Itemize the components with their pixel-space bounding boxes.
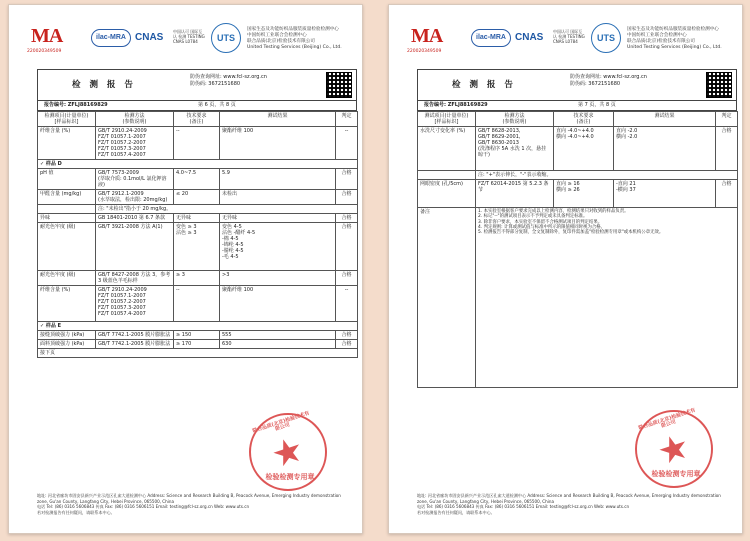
official-stamp: ★ 联合品质(北京)检验技术有限公司 检验检测专用章 [249,413,327,491]
table-header: 测试结果 [220,112,336,127]
sample-label: ✓ 样品 E [38,322,358,331]
report-title: 检 测 报 告 [72,80,136,90]
table-cell: -- [336,127,358,160]
table-cell: 备注 [418,208,476,388]
table-header: 技术要求 (备注) [554,112,614,127]
table-cell: 变色 ≥ 3 沾色 ≥ 3 [174,223,220,271]
table-cell: ≥ 170 [174,340,220,349]
report-header [417,69,737,101]
table-cell: 异味 [38,214,96,223]
qr-code [326,72,352,98]
table-cell: GB/T 2910.24-2009 FZ/T 01057.1-2007 FZ/T 01057.2-2007 FZ/T 01057.3-2007 FZ/T 01057.4-2007 [96,286,174,322]
table-cell: GB/T 7742.1-2005 膜片膨胀法 [96,340,174,349]
table-cell: FZ/T 62014-2015 第 5.2.3 条节 [476,180,554,208]
table-header: 检测方法 (参数说明) [96,112,174,127]
table-cell: GB/T 2912.1-2009 (水萃取法，检出限: 20mg/kg) [96,190,174,205]
report-number: 报告编号: ZFLJ88169829 [424,102,488,108]
cma-code: 220020349509 [407,49,442,54]
table-cell: 直向 -2.0 横向 -2.0 [614,127,716,171]
page-footer: 地址: 河北省廊坊市固安县新兴产业示范区孔雀大道检测中心 Address: Science and Research Building B, Peacock Avenue, Emerging Industry demonstration zone, Gu'an County, Langfang City, Hebei Province, 065500, China 电话 Tel: (86) 0316 5606843 传真 Fax: (86) 0316 5606151 Email: testing@fcl-sz.org.cn Web: www.uts.cn 若对检测报告有任何疑问，请联系本中心。 [417,493,721,515]
test-results-table [37,111,358,358]
table-cell: 合格 [336,190,358,205]
table-cell: 直向 -4.0~+4.0 横向 -4.0~+4.0 [554,127,614,171]
ilac-logo: ilac-MRA [471,29,511,47]
table-cell: 630 [220,340,336,349]
test-results-table [417,111,738,388]
cnas-logo: CNAS [515,32,544,43]
report-number: 报告编号: ZFLJ88169829 [44,102,108,108]
table-cell: GB/T 3921-2008 方法 A(1) [96,223,174,271]
report-title: 检 测 报 告 [452,80,516,90]
sample-label: ✓ 样品 D [38,160,358,169]
table-cell: 555 [220,331,336,340]
cnas-logo: CNAS [135,32,164,43]
uts-logo: UTS [211,23,241,53]
table-cell: ≤ 20 [174,190,220,205]
ilac-logo: ilac-MRA [91,29,131,47]
table-cell: 无异味 [220,214,336,223]
table-cell: GB/T 2910.24-2009 FZ/T 01057.1-2007 FZ/T 01057.2-2007 FZ/T 01057.3-2007 FZ/T 01057.4-2007 [96,127,174,160]
table-cell: 水洗尺寸变化率 (%) [418,127,476,171]
table-cell: 变色 4-5 沾色 -醋纤 4-5 -棉 4-5 -锦纶 4-5 -腈纶 4-5 -毛 4-5 [220,223,336,271]
table-cell: 合格 [336,271,358,286]
report-page-6 [8,4,363,534]
page-number: 第 7 页，共 8 页 [578,102,616,108]
table-cell: 合格 [716,127,738,171]
table-cell: GB 18401-2010 第 6.7 条款 [96,214,174,223]
table-cell: 合格 [336,169,358,190]
official-stamp: ★ 联合品质(北京)检验技术有限公司 检验检测专用章 [635,410,713,488]
table-cell: 无异味 [174,214,220,223]
table-header: 判定 [336,112,358,127]
table-cell: 甲醛含量 (mg/kg) [38,190,96,205]
note-cell: 注: "未检出"指小于 20 mg/kg。 [96,205,358,214]
table-cell: -直向 21 -横向 37 [614,180,716,208]
report-subheader [37,101,357,111]
report-header [37,69,357,101]
table-header: 判定 [716,112,738,127]
report-subheader [417,101,737,111]
table-cell: -- [336,286,358,322]
page-number: 第 6 页，共 8 页 [198,102,236,108]
table-cell: 纤维含量 (%) [38,127,96,160]
page-footer: 地址: 河北省廊坊市固安县新兴产业示范区孔雀大道检测中心 Address: Science and Research Building B, Peacock Avenue, Emerging Industry demonstration zone, Gu'an County, Langfang City, Hebei Province, 065500, China 电话 Tel: (86) 0316 5606843 传真 Fax: (86) 0316 5606151 Email: testing@fcl-sz.org.cn Web: www.uts.cn 若对检测报告有任何疑问，请联系本中心。 [37,493,341,515]
table-cell: GB/T 8427-2008 方法 3，参考 3 级蓝色羊毛标样 [96,271,174,286]
organization-names: 国家生态及功能纺织品服装质量检验检测中心 中国纺织工业联合会检测中心 联合品质(北京)检验技术有限公司 United Testing Services (Beijing) Co., Ltd. [627,27,722,50]
cma-logo: MA [31,25,63,47]
table-header: 技术要求 (备注) [174,112,220,127]
anti-fake-info: 防伪查询网址: www.fcl-sz.org.cn 防伪码: 3672151680 [190,74,267,87]
cma-logo: MA [411,25,443,47]
table-cell: 纤维含量 (%) [38,286,96,322]
table-cell: ≥ 150 [174,331,220,340]
table-cell: ≥ 3 [174,271,220,286]
table-cell: 网眼密度 (孔/5cm) [418,180,476,208]
continued-label: 接下页 [38,349,358,358]
table-cell: 耐光色牢度 (级) [38,271,96,286]
table-cell: 聚酯纤维 100 [220,286,336,322]
table-cell: 合格 [716,180,738,208]
table-cell: 合格 [336,223,358,271]
table-cell: 耐光色牢度 (级) [38,223,96,271]
table-cell: 直向 ≥ 16 横向 ≥ 26 [554,180,614,208]
organization-names: 国家生态及功能纺织品服装质量检验检测中心 中国纺织工业联合会检测中心 联合品质(北京)检验技术有限公司 United Testing Services (Beijing) Co., Ltd. [247,27,342,50]
table-cell: 未检出 [220,190,336,205]
table-header: 检测方法 (参数说明) [476,112,554,127]
cma-code: 220020349509 [27,49,62,54]
table-cell: -- [174,127,220,160]
table-cell: 4.0~7.5 [174,169,220,190]
uts-logo: UTS [591,23,621,53]
cnas-text: 中国认可 国际互认 检测 TESTING CNAS L0784 [553,29,585,44]
table-cell: pH 值 [38,169,96,190]
table-cell: 合格 [336,340,358,349]
remarks-cell: 1. 本实验室根据客户要求完成以上检测内容，检测结果只对收到的样品负责。 2. 标记"--"的测试项目表示不予判定或未具备判定标准。 3. 除非客户要求，本实验室不保留不合格测试项目的判定结果。 4. 判定规则: 计算或测试值与标准中所示的限值相同时视为合格。 5. 检测报告不得部分复制，全文复制除外，复印件需加盖"检验检测专用章"或本机构公章无效。 [476,208,738,388]
anti-fake-info: 防伪查询网址: www.fcl-sz.org.cn 防伪码: 3672151680 [570,74,647,87]
table-cell: 合格 [336,214,358,223]
table-cell: 5.9 [220,169,336,190]
table-cell: >3 [220,271,336,286]
table-cell: 接缝顶破强力 (kPa) [38,331,96,340]
table-cell: GB/T 7742.1-2005 膜片膨胀法 [96,331,174,340]
table-cell: GB/T 7573-2009 (萃取介质: 0.1mol/L 氯化钾溶液) [96,169,174,190]
note-cell: 注: "+"表示伸长，"-"表示收缩。 [476,171,738,180]
table-cell: 面料顶破强力 (kPa) [38,340,96,349]
table-cell: GB/T 8628-2013, GB/T 8629-2001, GB/T 8630-2013 (洗涤程序 5A 水洗 1 次，悬挂晾干) [476,127,554,171]
table-cell: -- [174,286,220,322]
cnas-text: 中国认可 国际互认 检测 TESTING CNAS L0784 [173,29,205,44]
table-cell: 聚酯纤维 100 [220,127,336,160]
qr-code [706,72,732,98]
table-header: 测试项目(计量单位) [样品标识] [418,112,476,127]
report-page-7 [388,4,743,534]
table-header: 测试结果 [614,112,716,127]
table-header: 检测项目(计量单位) [样品标识] [38,112,96,127]
table-cell: 合格 [336,331,358,340]
